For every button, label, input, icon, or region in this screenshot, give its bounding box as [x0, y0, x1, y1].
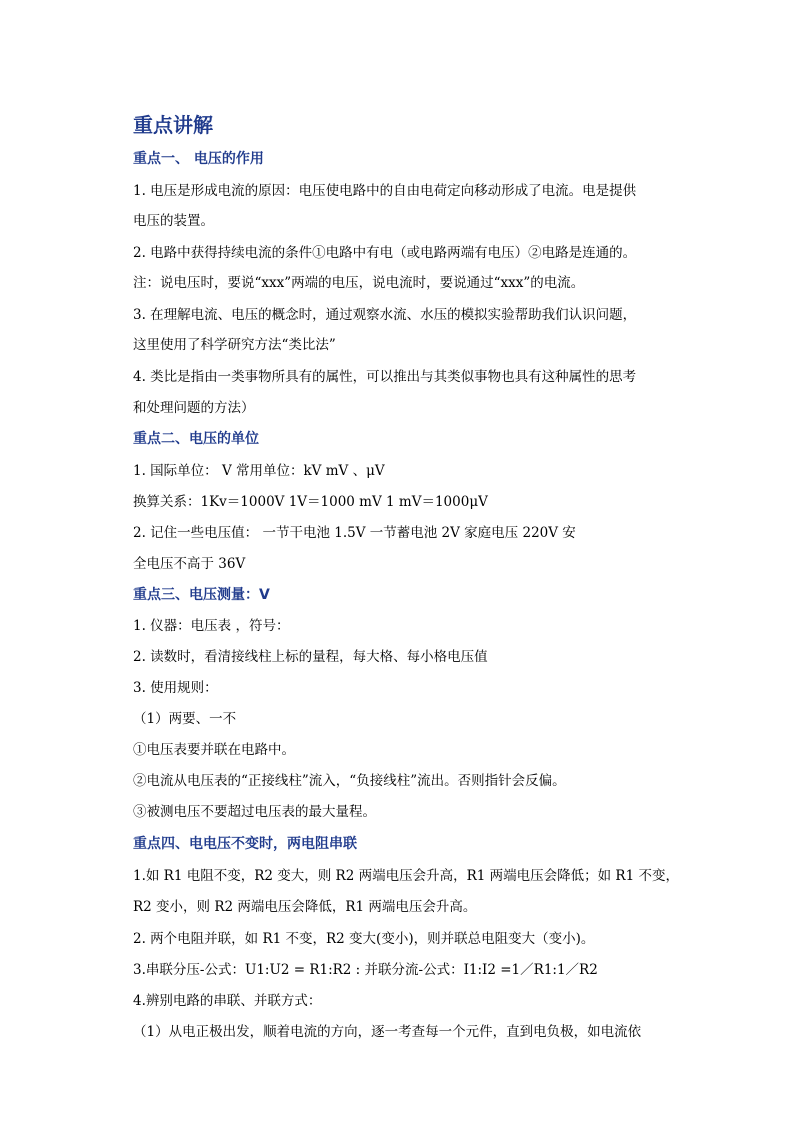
section-heading-2: 重点二、电压的单位 — [133, 431, 259, 447]
paragraph-line: 4.辨别电路的串联、并联方式： — [133, 993, 322, 1009]
paragraph-line: 和处理问题的方法） — [133, 400, 255, 416]
paragraph-line: 2. 记住一些电压值： 一节干电池 1.5V 一节蓄电池 2V 家庭电压 220V 安 — [133, 525, 576, 541]
paragraph-line: 换算关系：1Kv＝1000V 1V＝1000 mV 1 mV＝1000μV — [133, 494, 488, 510]
paragraph-line: （1）从电正极出发，顺着电流的方向，逐一考查每一个元件，直到电负极，如电流依 — [133, 1024, 642, 1040]
paragraph-line: 电压的装置。 — [133, 213, 214, 229]
paragraph-line: 4. 类比是指由一类事物所具有的属性，可以推出与其类似事物也具有这种属性的思考 — [133, 369, 637, 385]
paragraph-line: 3. 使用规则： — [133, 680, 218, 696]
section-heading-4: 重点四、电电压不变时，两电阻串联 — [133, 836, 357, 852]
paragraph-line: R2 变小，则 R2 两端电压会降低，R1 两端电压会升高。 — [133, 899, 477, 915]
section-heading-3: 重点三、电压测量：V — [133, 587, 270, 603]
paragraph-line: ②电流从电压表的“正接线柱”流入，“负接线柱”流出。否则指针会反偏。 — [133, 773, 566, 789]
paragraph-line: 注：说电压时，要说“xxx”两端的电压，说电流时，要说通过“xxx”的电流。 — [133, 275, 585, 291]
paragraph-line: 1. 电压是形成电流的原因：电压使电路中的自由电荷定向移动形成了电流。电是提供 — [133, 183, 637, 199]
section-heading-1: 重点一、 电压的作用 — [133, 151, 264, 167]
paragraph-line: 3.串联分压-公式：U1:U2 = R1:R2 : 并联分流-公式：I1:I2 =1／R1:1／R2 — [133, 962, 598, 978]
paragraph-line: 2. 两个电阻并联，如 R1 不变，R2 变大(变小)，则并联总电阻变大（变小)。 — [133, 931, 595, 947]
paragraph-line: 1. 仪器：电压表 ，符号： — [133, 618, 290, 634]
paragraph-line: （1）两要、一不 — [133, 711, 237, 727]
paragraph-line: ①电压表要并联在电路中。 — [133, 742, 295, 758]
paragraph-line: 2. 读数时，看清接线柱上标的量程，每大格、每小格电压值 — [133, 649, 488, 665]
paragraph-line: 1.如 R1 电阻不变，R2 变大，则 R2 两端电压会升高，R1 两端电压会降低；如 R1 不变， — [133, 868, 679, 884]
page-title: 重点讲解 — [133, 113, 213, 137]
paragraph-line: 3. 在理解电流、电压的概念时，通过观察水流、水压的模拟实验帮助我们认识问题， — [133, 307, 637, 323]
paragraph-line: ③被测电压不要超过电压表的最大量程。 — [133, 804, 376, 820]
paragraph-line: 全电压不高于 36V — [133, 556, 246, 572]
paragraph-line: 这里使用了科学研究方法“类比法” — [133, 337, 336, 353]
paragraph-line: 2. 电路中获得持续电流的条件①电路中有电（或电路两端有电压）②电路是连通的。 — [133, 245, 637, 261]
paragraph-line: 1. 国际单位： V 常用单位：kV mV 、μV — [133, 463, 385, 479]
